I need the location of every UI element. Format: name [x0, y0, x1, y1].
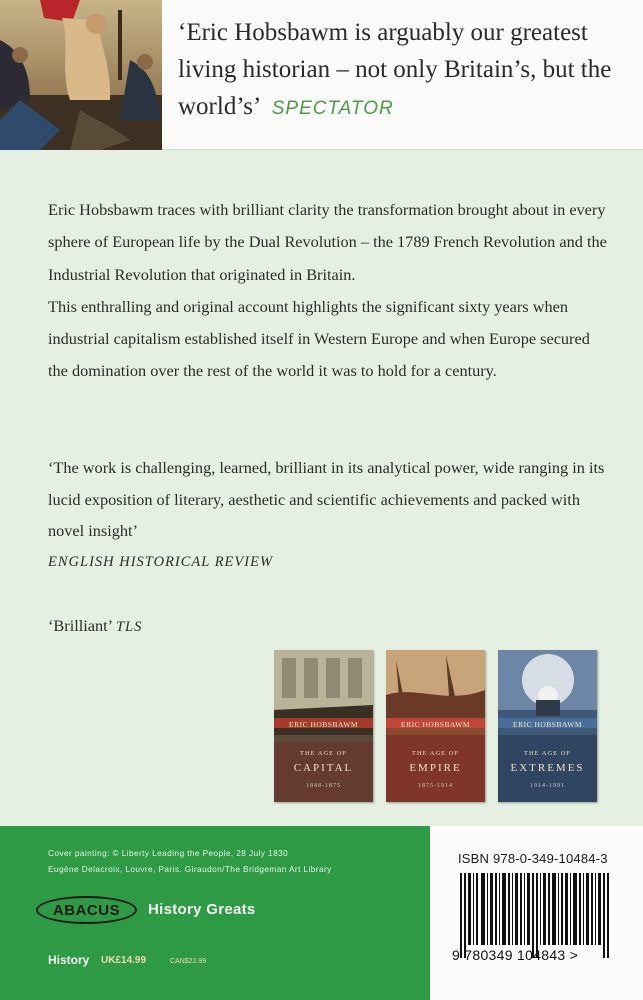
top-quote-source: SPECTATOR [271, 98, 394, 119]
isbn-label: ISBN 978-0-349-10484-3 [458, 851, 608, 866]
book-subtitle: THE AGE OF [523, 750, 572, 757]
short-review-source: TLS [115, 619, 143, 635]
short-review-text: ‘Brilliant’ [48, 616, 112, 635]
review-quote [48, 452, 608, 578]
abacus-logo: ABACUS [36, 896, 137, 924]
credit-line: Cover painting: © Liberty Leading the People, 28 July 1830 [48, 848, 289, 858]
price-can: CAN$22.99 [170, 958, 207, 965]
book-years: 1848-1875 [306, 783, 341, 789]
book-subtitle: THE AGE OF [411, 750, 460, 757]
book-thumbnail-age-of-capital [274, 650, 373, 802]
book-years: 1875-1914 [418, 783, 453, 789]
book-author: ERIC HOBSBAWM [400, 720, 471, 729]
book-years: 1914-1991 [530, 783, 565, 789]
series-name: History Greats [148, 901, 256, 918]
book-title: EXTREMES [510, 762, 585, 774]
top-quote-text: ‘Eric Hobsbawm is arguably our greatest living historian – not only Britain’s, but the world’s’ [178, 19, 612, 120]
ean-digits: 9 780349 104843 > [452, 947, 579, 963]
book-thumbnail-age-of-empire [386, 650, 485, 802]
book-author: ERIC HOBSBAWM [288, 720, 359, 729]
cover-credit [48, 845, 332, 877]
cover-painting-thumbnail [0, 0, 162, 150]
review-quote-source: ENGLISH HISTORICAL REVIEW [48, 553, 274, 570]
liberty-painting-image [0, 0, 162, 150]
blurb-paragraph: This enthralling and original account highlights the significant sixty years when industrial capitalism established itself in Western Europe and when Europe secured the domination over the rest of the world it was to hold for a century. [48, 296, 590, 381]
description-blurb [48, 194, 608, 388]
book-thumbnail-age-of-extremes [498, 650, 597, 802]
book-subtitle: THE AGE OF [299, 750, 348, 757]
top-quote-band [0, 0, 643, 150]
book-title: CAPITAL [293, 762, 354, 774]
price-uk: UK£14.99 [101, 955, 147, 966]
book-author: ERIC HOBSBAWM [512, 720, 583, 729]
barcode-icon [460, 873, 615, 958]
category-label: History [48, 953, 90, 967]
review-quote-text: ‘The work is challenging, learned, brilliant in its analytical power, wide ranging in its lucid exposition of literary, aesthetic and scientific achievements and packed with novel insight’ [48, 458, 605, 540]
short-review [48, 616, 142, 636]
blurb-paragraph: Eric Hobsbawm traces with brilliant clarity the transformation brought about in every sphere of European life by the Dual Revolution – the 1789 French Revolution and the Industrial Revolution that originated in Britain. [48, 200, 607, 284]
credit-line: Eugène Delacroix, Louvre, Paris. Giraudon/The Bridgeman Art Library [48, 864, 332, 874]
top-review-quote [178, 14, 633, 127]
book-title: EMPIRE [409, 762, 462, 774]
